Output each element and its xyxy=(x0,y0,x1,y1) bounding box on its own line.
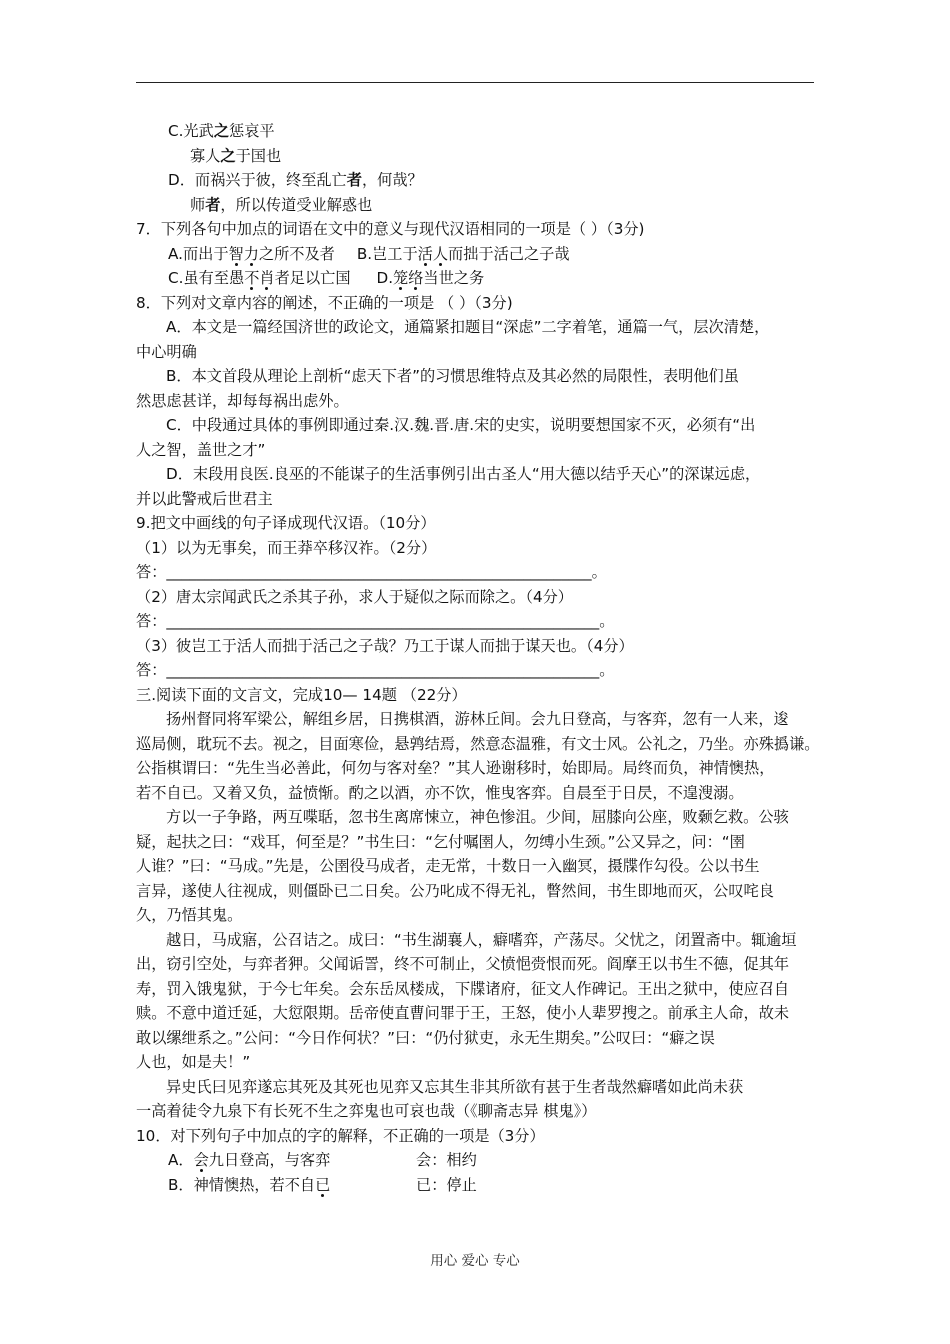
passage-line: 人谁？”曰：“马成。”先是，公圉役马成者，走无常，十数日一入幽冥，摄牒作勾役。公以书生 xyxy=(136,857,760,875)
question-9-stem: 9.把文中画线的句子译成现代汉语。（10分） xyxy=(136,514,436,532)
question-8-option-c-cont: 人之智，盖世之才” xyxy=(136,440,266,459)
section-3-heading: 三.阅读下面的文言文，完成10— 14题 （22分） xyxy=(136,685,467,704)
passage-line: 敢以缧绁系之。”公问：“今日作何状？”曰：“仍付狱吏，永无生期矣。”公叹曰：“癖之误 xyxy=(136,1028,715,1047)
option-c-line1: C.光武之惩哀平 xyxy=(168,122,275,140)
gloss-b: 已：停止 xyxy=(416,1175,477,1194)
question-10-stem: 10．对下列句子中加点的字的解释，不正确的一项是（3分） xyxy=(136,1126,545,1145)
passage-line: 方以一子争路，两互喋聒，忽书生离席悚立，神色惨沮。少间，屈膝向公座，败颡乞救。公骇 xyxy=(166,808,789,826)
emphasis-zhi: 之 xyxy=(213,122,229,140)
dotted-char: 不 xyxy=(244,269,260,287)
passage-line: 若不自已。又着又负，益愤惭。酌之以酒，亦不饮，惟曳客弈。自晨至于日昃，不遑溲溺。 xyxy=(136,783,744,802)
question-8-option-d: D．末段用良医.良巫的不能谋子的生活事例引出古圣人“用大德以结乎天心”的深谋远虑， xyxy=(166,465,761,483)
passage-line: 一高着徒令九泉下有长死不生之弈鬼也可哀也哉（《聊斋志异 棋鬼》） xyxy=(136,1102,597,1120)
dotted-char: 络 xyxy=(408,269,424,287)
passage-line: 寿，罚入饿鬼狱，于今七年矣。会东岳凤楼成，下牒诸府，征文人作碑记。王出之狱中，使应召自 xyxy=(136,979,790,998)
question-10-option-b: B．神情懊热，若不自已 已：停止 xyxy=(168,1175,477,1194)
passage-line: 久，乃悟其鬼。 xyxy=(136,906,243,924)
dotted-char: 活 xyxy=(417,244,433,263)
question-9-sentence-3: （3）彼岂工于活人而拙于活己之子哉？乃工于谋人而拙于谋天也。（4分） xyxy=(136,636,634,655)
header-rule xyxy=(136,82,814,83)
dotted-char: 肖 xyxy=(259,269,275,287)
question-9-sentence-2: （2）唐太宗闻武氏之杀其子孙，求人于疑似之际而除之。（4分） xyxy=(136,587,573,606)
question-8-option-b-cont: 然思虑甚详，却每每祸出虑外。 xyxy=(136,391,349,410)
dotted-char: 人 xyxy=(432,244,449,263)
passage-line: 人也，如是夫！” xyxy=(136,1053,251,1071)
passage-line: 赎。不意中道迁延，大愆限期。岳帝使直曹问罪于王，王怒，使小人辈罗搜之。前承主人命，故未 xyxy=(136,1004,790,1022)
answer-line-3[interactable]: 答：_________________________________________________________。 xyxy=(136,661,615,679)
answer-line-2[interactable]: 答：_________________________________________________________。 xyxy=(136,612,615,630)
question-8-option-a: A．本文是一篇经国济世的政论文，通篇紧扣题目“深虑”二字着笔，通篇一气，层次清楚， xyxy=(166,318,770,336)
option-c-line2: 寡人之于国也 xyxy=(190,146,282,165)
dotted-char: 笼 xyxy=(393,269,409,287)
dotted-char: 力 xyxy=(243,244,259,263)
answer-line-1[interactable]: 答：________________________________________________________。 xyxy=(136,563,607,581)
question-7-options-ab: A.而出于智力之所不及者 B.岂工于活人而拙于活己之子哉 xyxy=(168,244,570,263)
passage-line: 言异，遂使人往视成，则僵卧已二日矣。公乃叱成不得无礼，瞥然间，书生即地而灭，公叹咤良 xyxy=(136,881,774,900)
dotted-char: 会 xyxy=(193,1151,209,1169)
page-footer: 用心 爱心 专心 xyxy=(430,1253,520,1269)
option-d-line1: D．而祸兴于彼，终至乱亡者，何哉？ xyxy=(168,171,423,189)
passage-line: 疑，起扶之曰：“戏耳，何至是？”书生曰：“乞付嘱圉人，勿缚小生颈。”公又异之，问：“圉 xyxy=(136,832,745,851)
question-8-stem: 8．下列对文章内容的阐述，不正确的一项是 （ ）（3分) xyxy=(136,293,513,312)
passage-line: 扬州督同将军梁公，解组乡居，日携棋酒，游林丘间。会九日登高，与客弈，忽有一人来，逡 xyxy=(166,710,789,728)
emphasis-zhi-2: 之 xyxy=(220,146,236,165)
passage-line: 巡局侧，耽玩不去。视之，目面寒俭，悬鹑结焉，然意态温雅，有文士风。公礼之，乃坐。亦殊撝谦。 xyxy=(136,734,820,753)
passage-line: 公指棋谓曰：“先生当必善此，何勿与客对垒？”其人逊谢移时，始即局。局终而负，神情懊热， xyxy=(136,759,775,777)
question-10-option-a: A．会九日登高，与客弈 会：相约 xyxy=(168,1151,477,1169)
question-9-sentence-1: （1）以为无事矣，而王莽卒移汉祚。（2分） xyxy=(136,538,437,557)
dotted-char: 智 xyxy=(228,244,244,263)
question-8-option-d-cont: 并以此警戒后世君主 xyxy=(136,489,273,508)
question-7-options-cd: C.虽有至愚不肖者足以亡国 D.笼络当世之务 xyxy=(168,269,485,287)
question-8-option-b: B．本文首段从理论上剖析“虑天下者”的习惯思维特点及其必然的局限性，表明他们虽 xyxy=(166,367,739,385)
document-body xyxy=(136,119,820,1197)
emphasis-zhe-2: 者 xyxy=(205,195,221,214)
passage-line: 越日，马成寤，公召诘之。成曰：“书生湖襄人，癖嗜弈，产荡尽。父忧之，闭置斋中。辄逾垣 xyxy=(166,930,797,949)
passage-line: 异史氏曰见弈遂忘其死及其死也见弈又忘其生非其所欲有甚于生者哉然癖嗜如此尚未获 xyxy=(166,1077,744,1096)
option-d-line2: 师者，所以传道受业解惑也 xyxy=(190,195,373,214)
question-7-stem: 7．下列各句中加点的词语在文中的意义与现代汉语相同的一项是（ ）（3分) xyxy=(136,220,645,238)
dotted-char: 已 xyxy=(315,1175,331,1194)
gloss-a: 会：相约 xyxy=(416,1151,477,1169)
question-8-option-c: C．中段通过具体的事例即通过秦.汉.魏.晋.唐.宋的史实，说明要想国家不灭，必须有“出 xyxy=(166,416,756,434)
passage-line: 出，窃引空处，与弈者狎。父闻诟詈，终不可制止，父愤悒赍恨而死。阎摩王以书生不德，促其年 xyxy=(136,955,790,973)
question-8-option-a-cont: 中心明确 xyxy=(136,342,197,361)
emphasis-zhe: 者 xyxy=(346,171,362,189)
